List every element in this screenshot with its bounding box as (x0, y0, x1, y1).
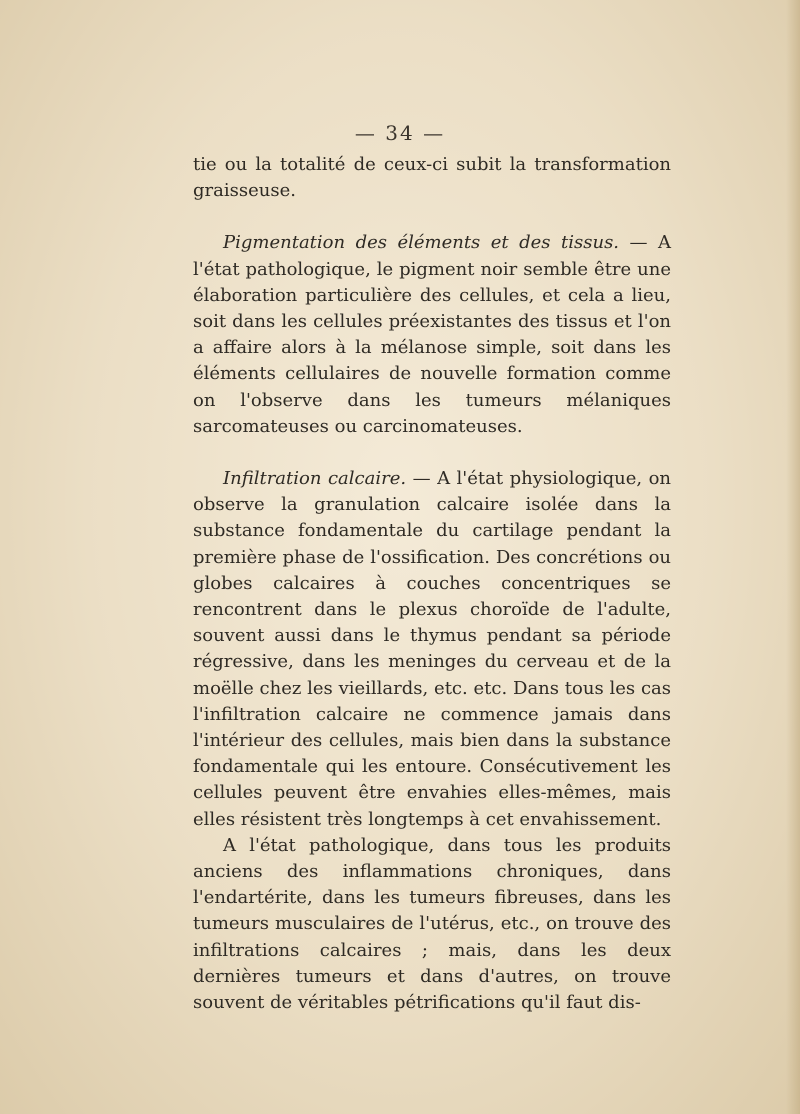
body-text (193, 152, 671, 1016)
paragraph-infiltration (193, 466, 671, 833)
section-heading-pigmentation: Pigmentation des éléments et des tissus. (223, 232, 620, 254)
paragraph-pigmentation (193, 230, 671, 440)
paragraph-continuation (193, 152, 671, 204)
paragraph-pathologique (193, 833, 671, 1016)
page-edge-shadow (786, 0, 800, 1114)
paragraph-text: — A l'état pathologique, le pigment noir semble être une élaboration particulière des cellules, et cela a lieu, soit dans les cellules préexistantes des tissus et l'on a affaire alors à la mélanose simple, soit dans les éléments cellulaires de nouvelle formation comme on l'observe dans les tumeurs mélaniques sarcomateuses ou carcinomateuses. (193, 232, 671, 437)
paragraph-text: A l'état pathologique, dans tous les produits anciens des inflammations chroniques, dans l'endartérite, dans les tumeurs fibreuses, dans les tumeurs musculaires de l'utérus, etc., on trouve des infiltrations calcaires ; mais, dans les deux dernières tumeurs et dans d'autres, on trouve souvent de véritables pétrifications qu'il faut dis- (193, 834, 671, 1014)
page-number: — 34 — (354, 121, 446, 145)
section-heading-infiltration: Infiltration calcaire. (223, 468, 407, 490)
paragraph-text: — A l'état physiologique, on observe la granulation calcaire isolée dans la substance fondamentale du cartilage pendant la première phase de l'ossification. Des concrétions ou globes calcaires à couches concentriques se rencontrent dans le plexus choroïde de l'adulte, souvent aussi dans le thymus pendant sa période régressive, dans les meninges du cerveau et de la moëlle chez les vieillards, etc. etc. Dans tous les cas l'infiltration calcaire ne commence jamais dans l'intérieur des cellules, mais bien dans la substance fondamentale qui les entoure. Consécutivement les cellules peuvent être envahies elles-mêmes, mais elles résistent très longtemps à cet envahissement. (193, 468, 672, 830)
paragraph-text: tie ou la totalité de ceux-ci subit la transformation graisseuse. (193, 154, 671, 202)
paragraph-gap (193, 440, 671, 466)
paragraph-gap (193, 204, 671, 230)
